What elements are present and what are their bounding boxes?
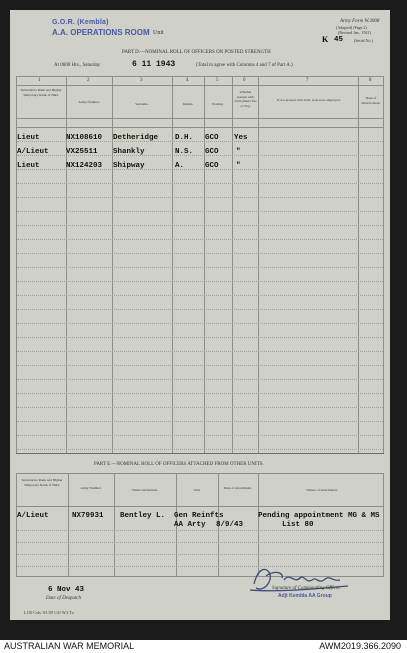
printer-line: L110 Cols. 9/1/29 1/41 W.3.Tu <box>24 610 74 615</box>
rule <box>16 127 384 128</box>
part-e-header: Date of Attachment. <box>223 486 253 490</box>
part-e-header: Substantive Rank and Higher Temporary Rank, if Held. <box>21 478 63 487</box>
rule <box>112 76 113 453</box>
part-e-header: Name and Initials. <box>132 488 158 492</box>
stamp-line-1: G.O.R. (Kembla) <box>52 19 109 26</box>
signature-stamp: Adjt Kembla AA Group <box>278 593 332 599</box>
col-number: 4 <box>186 78 189 83</box>
row1-present: Yes <box>234 134 248 142</box>
e-row-nature-1: Pending appointment MG & MS <box>258 512 380 520</box>
row3-number: NX124203 <box>66 162 103 170</box>
ruled-line <box>17 449 383 450</box>
part-e-header: Army Number. <box>80 486 102 490</box>
row3-initials: A. <box>175 162 185 170</box>
rule <box>66 76 67 453</box>
ruled-line <box>17 253 383 254</box>
footer-right: AWM2019.366.2090 <box>319 641 401 651</box>
e-row-date: 8/9/43 <box>216 521 244 529</box>
e-row-name: Bentley L. <box>120 512 166 520</box>
e-row-nature-2: List 80 <box>282 521 314 529</box>
rule <box>383 473 384 576</box>
ruled-line <box>17 393 383 394</box>
rule <box>16 473 17 576</box>
rule <box>16 473 384 474</box>
ruled-line <box>17 421 383 422</box>
rule <box>16 506 384 507</box>
rule <box>172 76 173 453</box>
col-header: Surname. <box>135 102 149 106</box>
stamp-line-2: A.A. OPERATIONS ROOM <box>52 28 150 37</box>
rule <box>383 76 384 453</box>
row2-posting: GCO <box>205 148 219 156</box>
col-header: Substantive Rank and Higher Temporary Rank, if Held. <box>20 88 62 97</box>
rule <box>16 453 384 454</box>
signature-label: Signature of Commanding Officer. <box>272 586 341 591</box>
serial-number: 45 <box>334 36 344 44</box>
row1-rank: Lieut <box>17 134 40 142</box>
ruled-line <box>17 530 383 531</box>
ruled-line <box>17 141 383 142</box>
unit-suffix: Unit <box>153 30 164 36</box>
ruled-line <box>17 379 383 380</box>
row2-number: VX25511 <box>66 148 98 156</box>
e-row-unit-2: AA Arty <box>174 521 206 529</box>
col-header: Army Number. <box>78 100 100 104</box>
ruled-line <box>17 211 383 212</box>
row3-surname: Shipway <box>113 162 145 170</box>
ruled-line <box>17 169 383 170</box>
serial-label: (Serial No.) <box>354 38 373 43</box>
ruled-line <box>17 337 383 338</box>
col-header: If not present with Unit, state how employed. <box>277 98 341 102</box>
col-number: 7 <box>306 78 309 83</box>
ruled-line <box>17 225 383 226</box>
e-row-number: NX79931 <box>72 512 104 520</box>
rule <box>204 76 205 453</box>
col-header: Whether present with Unit (Insert Yes or No). <box>234 90 257 108</box>
ruled-line <box>17 281 383 282</box>
rule <box>258 76 259 453</box>
col-number: 3 <box>140 78 143 83</box>
row1-posting: GCO <box>205 134 219 142</box>
row2-initials: N.S. <box>175 148 194 156</box>
ruled-line <box>17 197 383 198</box>
col-number: 1 <box>38 78 41 83</box>
form-ref-line-3: (Revised Jan., 1941) <box>338 30 371 35</box>
form-ref-line-2: (Adapted) (Page 2) <box>336 25 367 30</box>
rule <box>114 473 115 576</box>
row3-present: " <box>236 162 241 170</box>
e-row-rank: A/Lieut <box>17 512 49 520</box>
ruled-line <box>17 239 383 240</box>
archive-footer <box>0 640 407 653</box>
part-d-date: 6 11 1943 <box>132 60 176 69</box>
ruled-line <box>17 365 383 366</box>
serial-prefix: K <box>322 35 329 44</box>
col-number: 2 <box>87 78 90 83</box>
part-d-note: (Total to agree with Columns 4 and 7 of Part A.) <box>196 63 293 68</box>
col-header: Posting. <box>212 102 224 106</box>
ruled-line <box>17 435 383 436</box>
row3-posting: GCO <box>205 162 219 170</box>
rule <box>16 76 17 453</box>
ruled-line <box>17 309 383 310</box>
ruled-line <box>17 155 383 156</box>
rule <box>68 473 69 576</box>
row2-present: " <box>236 148 241 156</box>
ruled-line <box>17 542 383 543</box>
rule <box>16 76 384 77</box>
part-d-title: PART D.—NOMINAL ROLL OF OFFICERS ON POSTED STRENGTH <box>122 50 271 55</box>
col-header: Date of Detach-ment. <box>361 96 381 105</box>
form-ref-line-1: Army Form W.3008 <box>340 19 380 24</box>
ruled-line <box>17 554 383 555</box>
col-number: 8 <box>369 78 372 83</box>
e-row-unit-1: Gen Reinfts <box>174 512 224 520</box>
ruled-line <box>17 267 383 268</box>
col-header: Initials. <box>182 102 194 106</box>
ruled-line <box>17 323 383 324</box>
col-number: 5 <box>216 78 219 83</box>
row2-surname: Shankly <box>113 148 145 156</box>
rule <box>258 473 259 576</box>
row1-initials: D.H. <box>175 134 194 142</box>
form-sheet <box>10 10 390 620</box>
footer-left: AUSTRALIAN WAR MEMORIAL <box>4 641 135 651</box>
part-e-header: Unit. <box>193 488 201 492</box>
despatch-date: 6 Nov 43 <box>48 586 85 594</box>
row1-surname: Detheridge <box>113 134 159 142</box>
row3-rank: Lieut <box>17 162 40 170</box>
col-number: 6 <box>243 78 246 83</box>
rule <box>16 118 384 119</box>
row1-number: NX108610 <box>66 134 103 142</box>
row2-rank: A/Lieut <box>17 148 49 156</box>
part-d-hours: At 0600 Hrs., Saturday <box>54 63 101 68</box>
rule <box>232 76 233 453</box>
ruled-line <box>17 295 383 296</box>
rule <box>358 76 359 453</box>
rule <box>16 85 384 86</box>
ruled-line <box>17 351 383 352</box>
despatch-label: Date of Despatch <box>46 596 81 601</box>
part-e-header: Nature of Attachment. <box>306 488 338 492</box>
ruled-line <box>17 183 383 184</box>
part-e-title: PART E.—NOMINAL ROLL OF OFFICERS ATTACHED FROM OTHER UNITS. <box>94 462 264 467</box>
ruled-line <box>17 407 383 408</box>
